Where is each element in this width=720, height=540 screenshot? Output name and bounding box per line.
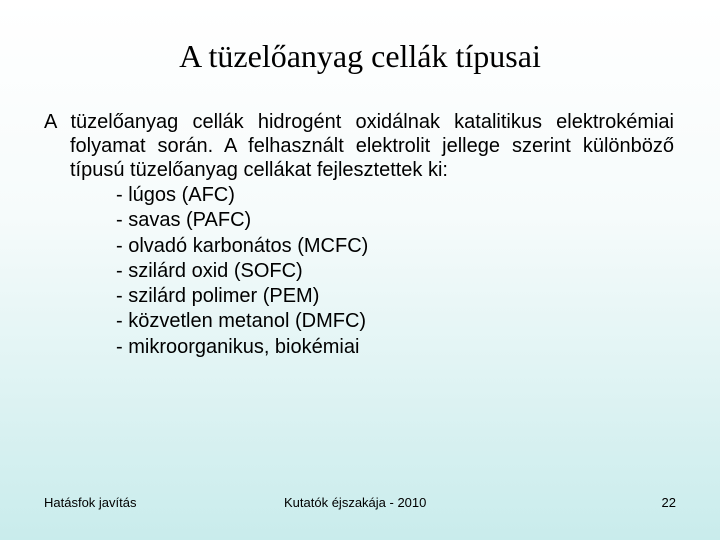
intro-paragraph: A tüzelőanyag cellák hidrogént oxidálnak katalitikus elektrokémiai folyamat során. A felhasznált elektrolit jellege szerint különböző típusú tüzelőanyag cellákat fejlesztettek ki: [44, 111, 674, 181]
slide-body [44, 110, 674, 360]
list-item: - savas (PAFC) [116, 209, 252, 232]
list-item: - közvetlen metanol (DMFC) [116, 310, 367, 333]
list-item: - szilárd polimer (PEM) [116, 285, 320, 308]
footer-left-text: Hatásfok javítás [44, 495, 137, 510]
list-item: - lúgos (AFC) [116, 184, 235, 206]
slide-title: A tüzelőanyag cellák típusai [179, 38, 541, 74]
fuel-cell-type-list [44, 183, 674, 360]
footer-center-text: Kutatók éjszakája - 2010 [284, 495, 427, 510]
list-item: - mikroorganikus, biokémiai [116, 335, 360, 358]
list-item: - olvadó karbonátos (MCFC) [116, 234, 369, 257]
page-number: 22 [661, 495, 676, 510]
list-item: - szilárd oxid (SOFC) [116, 259, 303, 282]
